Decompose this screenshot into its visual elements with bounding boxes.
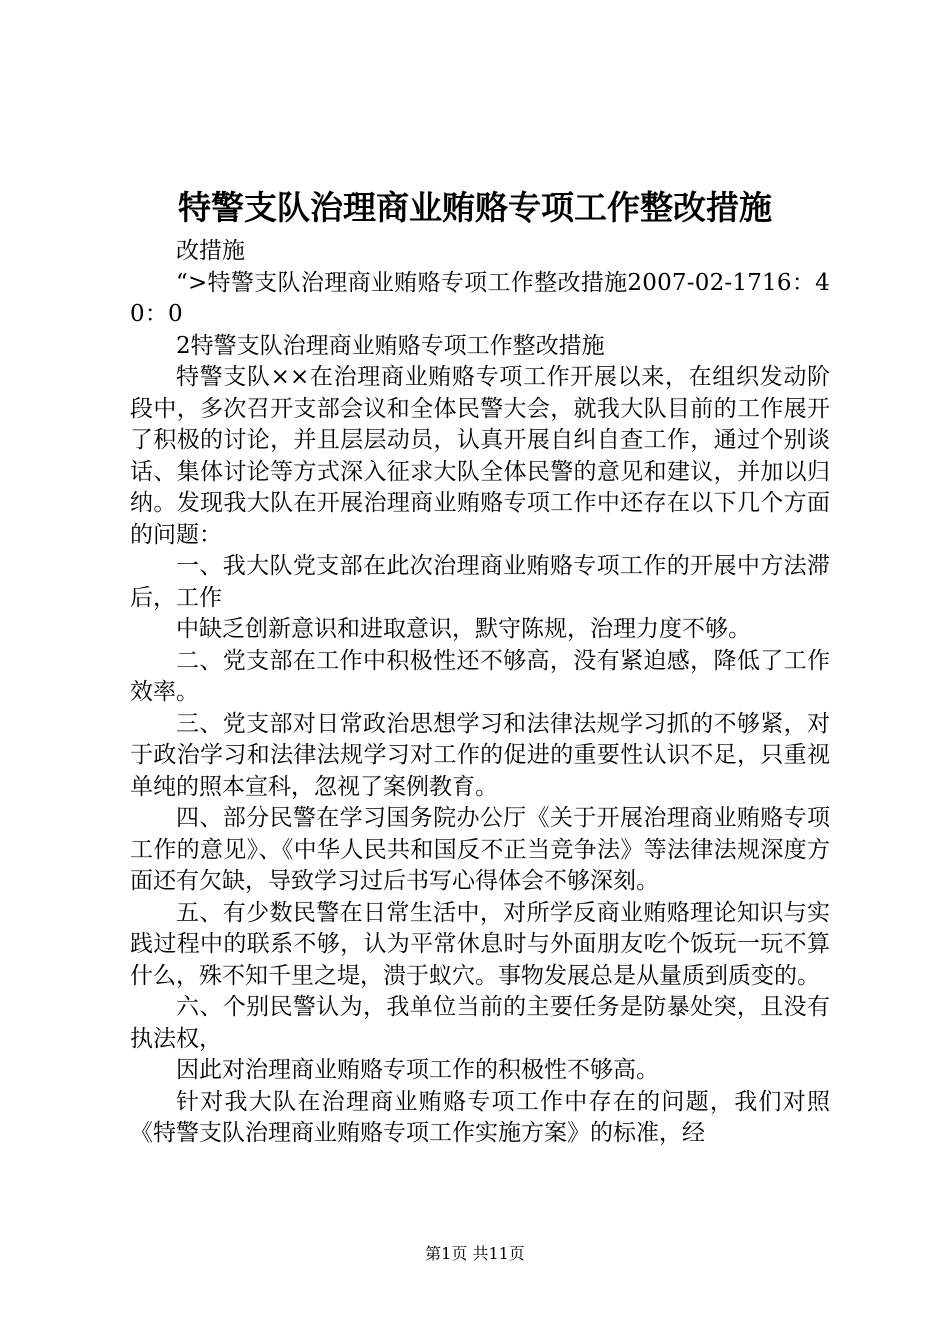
paragraph: 特警支队××在治理商业贿赂专项工作开展以来，在组织发动阶段中，多次召开支部会议和全体民警大会，就我大队目前的工作展开了积极的讨论，并且层层动员，认真开展自纠自查工作，通过个别谈话、集体讨论等方式深入征求大队全体民警的意见和建议，并加以归纳。发现我大队在开展治理商业贿赂专项工作中还存在以下几个方面的问题： bbox=[130, 364, 830, 548]
paragraph: 四、部分民警在学习国务院办公厅《关于开展治理商业贿赂专项工作的意见》、《中华人民共和国反不正当竞争法》等法律法规深度方面还有欠缺，导致学习过后书写心得体会不够深刻。 bbox=[130, 805, 830, 894]
page-footer: 第1页 共11页 bbox=[425, 1244, 525, 1263]
paragraph: 针对我大队在治理商业贿赂专项工作中存在的问题，我们对照《特警支队治理商业贿赂专项工作实施方案》的标准，经 bbox=[130, 1088, 830, 1146]
document-title: 特警支队治理商业贿赂专项工作整改措施 bbox=[178, 188, 772, 227]
paragraph: 改措施 bbox=[176, 238, 245, 264]
paragraph: 2特警支队治理商业贿赂专项工作整改措施 bbox=[176, 332, 605, 359]
paragraph: 中缺乏创新意识和进取意识，默守陈规，治理力度不够。 bbox=[176, 616, 751, 642]
paragraph: 三、党支部对日常政治思想学习和法律法规学习抓的不够紧，对于政治学习和法律法规学习对工作的促进的重要性认识不足，只重视单纯的照本宣科，忽视了案例教育。 bbox=[130, 710, 830, 800]
document-body bbox=[130, 236, 830, 1150]
paragraph: 二、党支部在工作中积极性还不够高，没有紧迫感，降低了工作效率。 bbox=[130, 647, 830, 705]
paragraph-meta: “>特警支队治理商业贿赂专项工作整改措施2007-02-1716：40：0 bbox=[130, 269, 830, 327]
paragraph: 一、我大队党支部在此次治理商业贿赂专项工作的开展中方法滞后，工作 bbox=[130, 553, 830, 611]
paragraph: 因此对治理商业贿赂专项工作的积极性不够高。 bbox=[176, 1057, 659, 1083]
paragraph: 六、个别民警认为，我单位当前的主要任务是防暴处突，且没有执法权， bbox=[130, 994, 830, 1052]
paragraph: 五、有少数民警在日常生活中，对所学反商业贿赂理论知识与实践过程中的联系不够，认为平常休息时与外面朋友吃个饭玩一玩不算什么，殊不知千里之堤，溃于蚁穴。事物发展总是从量质到质变的。 bbox=[130, 899, 830, 989]
